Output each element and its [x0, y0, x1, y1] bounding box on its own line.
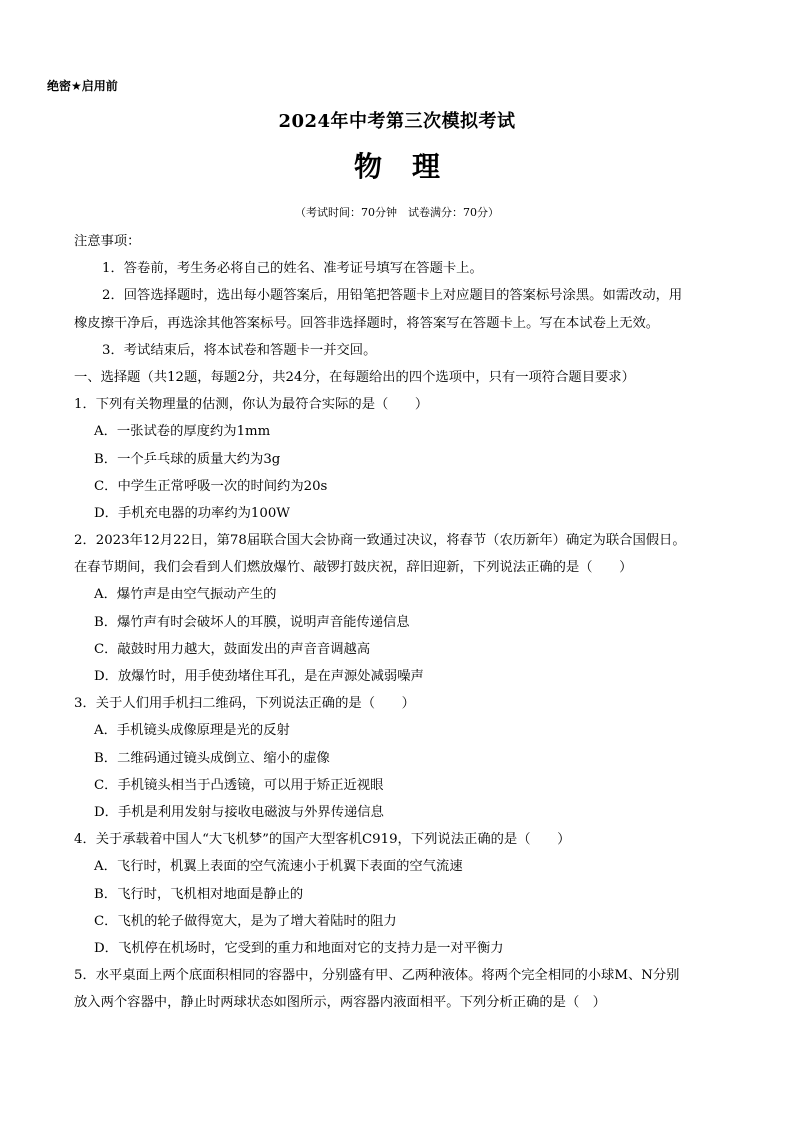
- question-3: [74, 690, 734, 826]
- section-heading: 一、选择题（共12题，每题2分，共24分，在每题给出的四个选项中，只有一项符合题目要求）: [74, 369, 635, 385]
- option-d: D．放爆竹时，用手使劲堵住耳孔，是在声源处减弱噪声: [94, 669, 424, 684]
- option-c: C．中学生正常呼吸一次的时间约为20s: [94, 478, 328, 494]
- notes-heading: 注意事项：: [74, 234, 141, 249]
- option-a: A．一张试卷的厚度约为1mm: [94, 424, 271, 440]
- confidential-label: 绝密★启用前: [47, 79, 118, 93]
- question-stem: 5．水平桌面上两个底面积相同的容器中，分别盛有甲、乙两种液体。将两个完全相同的小球M、N分别: [74, 968, 680, 984]
- option-d: D．飞机停在机场时，它受到的重力和地面对它的支持力是一对平衡力: [94, 940, 504, 956]
- question-5: [74, 962, 734, 1016]
- question-stem-continuation: 放入两个容器中，静止时两球状态如图所示，两容器内液面相平。下列分析正确的是（ ）: [74, 995, 606, 1011]
- question-stem: 2．2023年12月22日，第78届联合国大会协商一致通过决议，将春节（农历新年）确定为联合国假日。: [74, 533, 686, 549]
- question-stem-continuation: 在春节期间，我们会看到人们燃放爆竹、敲锣打鼓庆祝，辞旧迎新，下列说法正确的是（ ）: [74, 560, 633, 576]
- option-a: A．飞行时，机翼上表面的空气流速小于机翼下表面的空气流速: [94, 859, 463, 875]
- note-item: 2．回答选择题时，选出每小题答案后，用铅笔把答题卡上对应题目的答案标号涂黑。如需改动，用: [102, 288, 683, 304]
- question-stem: 3．关于人们用手机扫二维码，下列说法正确的是（ ）: [74, 696, 415, 712]
- subject-title: 物理: [353, 150, 470, 183]
- question-4: [74, 826, 734, 962]
- option-d: D．手机是利用发射与接收电磁波与外界传递信息: [94, 804, 384, 820]
- exam-title: 2024年中考第三次模拟考试: [278, 111, 516, 132]
- option-c: C．飞机的轮子做得宽大，是为了增大着陆时的阻力: [94, 913, 397, 929]
- option-a: A．爆竹声是由空气振动产生的: [94, 587, 277, 603]
- option-d: D．手机充电器的功率约为100W: [94, 505, 290, 521]
- option-b: B．二维码通过镜头成倒立、缩小的虚像: [94, 750, 330, 766]
- option-c: C．敲鼓时用力越大，鼓面发出的声音音调越高: [94, 641, 371, 657]
- question-stem: 1．下列有关物理量的估测，你认为最符合实际的是（ ）: [74, 397, 429, 413]
- option-a: A．手机镜头成像原理是光的反射: [94, 723, 290, 739]
- option-c: C．手机镜头相当于凸透镜，可以用于矫正近视眼: [94, 777, 384, 793]
- option-b: B．飞行时，飞机相对地面是静止的: [94, 886, 304, 902]
- option-b: B．爆竹声有时会破坏人的耳膜，说明声音能传递信息: [94, 614, 410, 630]
- question-2: [74, 527, 734, 690]
- question-stem: 4．关于承载着中国人“大飞机梦”的国产大型客机C919，下列说法正确的是（ ）: [74, 832, 571, 848]
- option-b: B．一个乒乓球的质量大约为3g: [94, 451, 281, 467]
- exam-info: （考试时间：70分钟 试卷满分：70分）: [295, 206, 499, 219]
- note-item: 3．考试结束后，将本试卷和答题卡一并交回。: [102, 342, 377, 358]
- exam-body: [74, 228, 734, 1016]
- note-item-continuation: 橡皮擦干净后，再选涂其他答案标号。回答非选择题时，将答案写在答题卡上。写在本试卷上无效。: [74, 315, 660, 331]
- note-item: 1．答卷前，考生务必将自己的姓名、准考证号填写在答题卡上。: [102, 261, 483, 277]
- question-1: [74, 391, 734, 527]
